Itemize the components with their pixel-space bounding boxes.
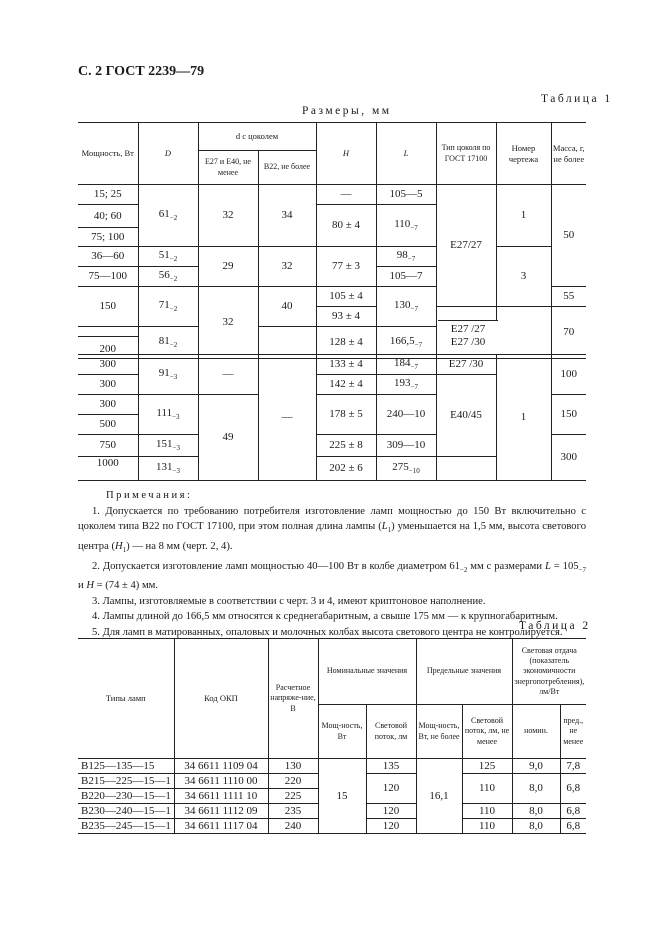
sub: −7	[410, 305, 418, 314]
page-header: С. 2 ГОСТ 2239—79	[78, 64, 205, 79]
cell: 105—7	[376, 267, 436, 287]
note-1-text: 1. Допускается по требованию потребителя изготовление ламп мощностью до 150 Вт включительно с цоколем типа B22 по ГОСТ 17100, при этом полная длина лампы (	[78, 505, 586, 533]
cell: 300	[78, 395, 138, 415]
col-types: Типы ламп	[78, 639, 174, 759]
note-4: 4. Лампы длиной до 166,5 мм относятся к среднегабаритным, а свыше 175 мм — к крупногабаритным.	[92, 611, 558, 623]
cell	[376, 287, 436, 327]
sub: −7	[407, 255, 416, 264]
cell: 77 ± 3	[316, 247, 376, 287]
eff-nom: 8,0	[512, 804, 560, 819]
cell	[376, 247, 436, 267]
flux: 135	[366, 759, 416, 774]
lflux: 110	[462, 819, 512, 834]
cell	[138, 185, 198, 247]
voltage: 235	[268, 804, 318, 819]
cell: 70	[551, 307, 586, 359]
cell: 40; 60	[78, 205, 138, 228]
cell: 80 ± 4	[316, 205, 376, 247]
base-type-200	[438, 320, 498, 354]
cell	[496, 307, 551, 359]
sub: −2	[169, 214, 178, 223]
okp: 34 6611 1109 04	[174, 759, 268, 774]
eff-lim: 6,8	[560, 804, 586, 819]
cell: 32	[198, 287, 258, 359]
note-1-sub: 1	[387, 526, 392, 535]
cell: —	[258, 355, 316, 481]
sub: −2	[169, 305, 178, 314]
cell	[138, 267, 198, 287]
lflux: 125	[462, 759, 512, 774]
value: 51	[158, 249, 170, 262]
eff-nom: 9,0	[512, 759, 560, 774]
value: 131	[156, 461, 173, 474]
cell: 1	[496, 185, 551, 247]
cell: 32	[198, 185, 258, 247]
eff-lim: 7,8	[560, 759, 586, 774]
voltage: 240	[268, 819, 318, 834]
cell: 178 ± 5	[316, 395, 376, 435]
col-voltage: Расчетное напряже-ние, В	[268, 639, 318, 759]
sub: −7	[410, 224, 418, 233]
note-1-H: H	[114, 540, 123, 552]
cell: 150	[551, 395, 586, 435]
sub: −3	[172, 413, 180, 422]
flux: 120	[366, 819, 416, 834]
note-2-L: L	[544, 560, 551, 572]
col-H: H	[316, 123, 376, 185]
note-1-sub2: 1	[122, 546, 127, 554]
col-L: L	[376, 123, 436, 185]
cell	[376, 205, 436, 247]
sub: −2	[169, 275, 178, 284]
value: 110	[394, 218, 411, 231]
cell: 128 ± 4	[316, 327, 376, 359]
okp: 34 6611 1110 00	[174, 774, 268, 789]
col-drawing: Номер чертежа	[496, 123, 551, 185]
value: 130	[394, 299, 411, 312]
col-d-group: d с цоколем	[198, 123, 316, 151]
sub: −10	[408, 467, 420, 476]
value: 111	[156, 407, 173, 420]
eff-nom: 8,0	[512, 819, 560, 834]
cell: 1000	[78, 457, 138, 481]
col-nom-flux: Световой поток, лм	[366, 705, 416, 759]
value: 166,5	[389, 335, 415, 348]
note-2-text: 2. Допускается изготовление ламп мощностью 40—100 Вт в колбе диаметром 61	[92, 560, 460, 572]
cell: 55	[551, 287, 586, 307]
cell	[376, 375, 436, 395]
sub: −3	[172, 444, 180, 453]
note-2-text3: = 105	[550, 560, 579, 572]
col-nom-power: Мощ-ность, Вт	[318, 705, 366, 759]
cell: 300	[78, 355, 138, 375]
table1-caption: Таблица 1	[541, 93, 613, 105]
col-limit: Предельные значения	[416, 639, 512, 705]
table1	[78, 122, 586, 359]
lflux: 110	[462, 774, 512, 804]
col-b22: B22, не более	[258, 151, 316, 185]
cell	[138, 457, 198, 481]
cell: 93 ± 4	[316, 307, 376, 327]
cell: 309—10	[376, 435, 436, 457]
cell	[138, 435, 198, 457]
col-efficacy: Световая отдача (показатель экономичности энергопотребления), лм/Вт	[512, 639, 586, 705]
value: 184	[394, 357, 411, 370]
cell	[376, 457, 436, 481]
cell: E40/45	[436, 375, 496, 457]
eff-nom: 8,0	[512, 774, 560, 804]
voltage: 225	[268, 789, 318, 804]
okp: 34 6611 1111 10	[174, 789, 268, 804]
note-2-text2: мм с размерами	[467, 560, 545, 572]
value: 91	[158, 367, 170, 380]
cell: 34	[258, 185, 316, 247]
sub: −2	[169, 341, 178, 350]
value: 151	[156, 438, 173, 451]
col-base-type: Тип цоколя по ГОСТ 17100	[436, 123, 496, 185]
value: 61	[158, 208, 170, 221]
table2-caption: Таблица 2	[519, 620, 591, 632]
note-1-text2: ) уменьшается на 1,5 мм, высота светового центра (	[78, 521, 586, 552]
note-3: 3. Лампы, изготовляемые в соответствии с черт. 3 и 4, имеют криптоновое наполнение.	[92, 595, 486, 607]
note-2-sub2: −7	[578, 565, 586, 574]
cell: 240—10	[376, 395, 436, 435]
col-nominal: Номинальные значения	[318, 639, 416, 705]
lim-power: 16,1	[416, 759, 462, 834]
notes-title: Примечания:	[106, 490, 193, 501]
cell: 100	[551, 355, 586, 395]
cell: 225 ± 8	[316, 435, 376, 457]
col-lim-power: Мощ-ность, Вт, не более	[416, 705, 462, 759]
table-row-type: B220—230—15—1	[78, 789, 174, 804]
cell	[138, 395, 198, 435]
value: 275	[392, 461, 409, 474]
cell: 75—100	[78, 267, 138, 287]
cell	[78, 327, 138, 337]
sub: −3	[172, 467, 180, 476]
col-eff-nom: номин.	[512, 705, 560, 759]
cell: E27 /30	[436, 355, 496, 375]
sub: −7	[410, 363, 418, 372]
note-2-sub: −2	[459, 565, 468, 574]
cell: 105 ± 4	[316, 287, 376, 307]
eff-lim: 6,8	[560, 819, 586, 834]
col-D: D	[138, 123, 198, 185]
cell: 1	[496, 355, 551, 481]
cell: 40	[258, 287, 316, 327]
flux: 120	[366, 804, 416, 819]
cell: 32	[258, 247, 316, 287]
cell: 142 ± 4	[316, 375, 376, 395]
value: 81	[158, 335, 170, 348]
note-2-text5: = (74 ± 4) мм.	[93, 580, 159, 592]
cell: 750	[78, 435, 138, 457]
cell: 133 ± 4	[316, 355, 376, 375]
cell	[436, 457, 496, 481]
note-2-H: H	[86, 580, 94, 592]
table1-lower	[78, 354, 586, 481]
cell: 202 ± 6	[316, 457, 376, 481]
col-e27: E27 и E40, не менее	[198, 151, 258, 185]
note-2-text4: и	[78, 580, 87, 592]
value: 71	[158, 299, 170, 312]
cell: —	[316, 185, 376, 205]
cell: 36—60	[78, 247, 138, 267]
voltage: 220	[268, 774, 318, 789]
value: 56	[158, 269, 170, 282]
table-row-type: B215—225—15—1	[78, 774, 174, 789]
col-mass: Масса, г, не более	[551, 123, 586, 185]
cell: 15; 25	[78, 185, 138, 205]
note-1	[78, 504, 586, 559]
voltage: 130	[268, 759, 318, 774]
cell	[138, 287, 198, 327]
cell: E27/27	[436, 185, 496, 307]
note-1-text3: ) — на 8 мм (черт. 2, 4).	[126, 540, 233, 552]
table2	[78, 638, 586, 834]
table1-subtitle: Размеры, мм	[302, 105, 392, 117]
value: 98	[396, 249, 408, 262]
base-type-a: E27 /27	[450, 323, 486, 335]
col-okp: Код ОКП	[174, 639, 268, 759]
table-row-type: B125—135—15	[78, 759, 174, 774]
note-1-L: L	[381, 521, 388, 533]
nom-power: 15	[318, 759, 366, 834]
value: 193	[394, 377, 411, 390]
table-row-type: B235—245—15—1	[78, 819, 174, 834]
cell: 3	[496, 247, 551, 307]
cell	[376, 355, 436, 375]
flux: 120	[366, 774, 416, 804]
table-row-type: B230—240—15—1	[78, 804, 174, 819]
cell	[138, 355, 198, 395]
lflux: 110	[462, 804, 512, 819]
col-eff-lim: пред., не менее	[560, 705, 586, 759]
cell: —	[198, 355, 258, 395]
sub: −7	[410, 383, 418, 392]
okp: 34 6611 1112 09	[174, 804, 268, 819]
cell: 300	[78, 375, 138, 395]
cell: 200	[78, 337, 138, 359]
cell: 50	[551, 185, 586, 287]
sub: −3	[169, 373, 178, 382]
col-power: Мощность, Вт	[78, 123, 138, 185]
cell: 150	[78, 287, 138, 327]
okp: 34 6611 1117 04	[174, 819, 268, 834]
sub: −2	[169, 255, 178, 264]
cell: 75; 100	[78, 228, 138, 247]
cell: 49	[198, 395, 258, 481]
note-2	[78, 559, 586, 594]
cell: 29	[198, 247, 258, 287]
eff-lim: 6,8	[560, 774, 586, 804]
note-5: 5. Для ламп в матированных, опаловых и молочных колбах высота светового центра не контролируется.	[92, 627, 563, 639]
cell: 500	[78, 415, 138, 435]
sub: −7	[414, 341, 423, 350]
notes	[78, 488, 586, 641]
cell: 300	[551, 435, 586, 481]
col-lim-flux: Световой поток, лм, не менее	[462, 705, 512, 759]
base-type-b: E27 /30	[450, 336, 486, 348]
cell	[138, 247, 198, 267]
cell: 105—5	[376, 185, 436, 205]
